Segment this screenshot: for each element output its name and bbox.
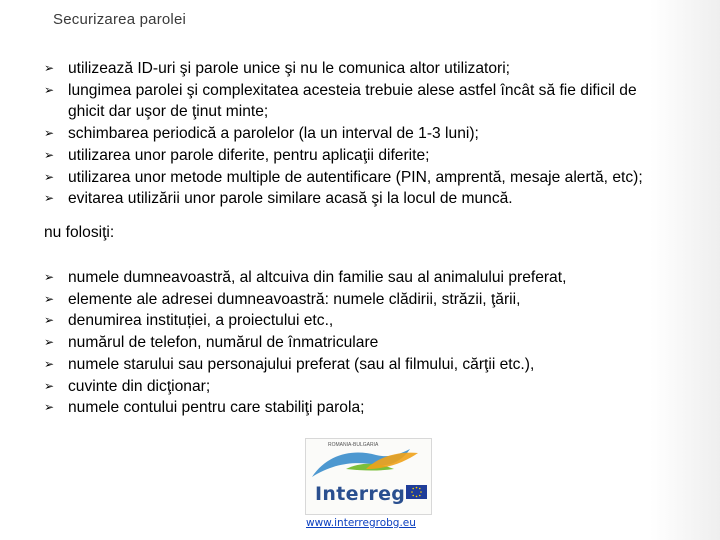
- list-item: [44, 80, 674, 123]
- list-item: [44, 123, 674, 145]
- arrow-bullet-icon: ➢: [44, 270, 55, 284]
- list-item-text: utilizează ID-uri şi parole unice şi nu le comunica altor utilizatori;: [68, 60, 511, 77]
- eu-flag-icon: [406, 485, 427, 499]
- arrow-bullet-icon: ➢: [44, 335, 55, 350]
- logo-name: Interreg: [315, 483, 406, 505]
- list-item-text: evitarea utilizării unor parole similare acasă şi la locul de muncă.: [68, 190, 513, 208]
- arrow-bullet-icon: ➢: [44, 291, 55, 306]
- list-item: [44, 376, 674, 398]
- list-item: [44, 397, 674, 419]
- list-item: [44, 145, 674, 167]
- list-item-text: cuvinte din dicţionar;: [68, 377, 211, 395]
- list-item-text: denumirea instituției, a proiectului etc.,: [68, 312, 334, 330]
- arrow-bullet-icon: ➢: [44, 126, 55, 141]
- arrow-bullet-icon: ➢: [44, 400, 55, 415]
- slide-title: Securizarea parolei: [53, 11, 187, 28]
- list-item: [44, 167, 674, 189]
- list-item-text: numele dumneavoastră, al altcuiva din familie sau al animalului preferat,: [68, 269, 567, 286]
- arrow-bullet-icon: ➢: [44, 147, 55, 162]
- list-item: [44, 289, 674, 311]
- avoid-list: [44, 267, 674, 419]
- list-item-text: numele starului sau personajului preferat (sau al filmului, cărţii etc.),: [68, 355, 535, 373]
- arrow-bullet-icon: ➢: [44, 82, 55, 97]
- arrow-bullet-icon: ➢: [44, 61, 55, 75]
- website-link[interactable]: www.interregrobg.eu: [306, 517, 416, 529]
- interreg-logo: [305, 438, 432, 515]
- list-item-text: elemente ale adresei dumneavoastră: numele clădirii, străzii, ţării,: [68, 290, 521, 308]
- list-item: [44, 58, 674, 80]
- do-not-use-heading: nu folosiţi:: [44, 224, 115, 241]
- list-item-text: numărul de telefon, numărul de înmatriculare: [68, 334, 379, 352]
- arrow-bullet-icon: ➢: [44, 378, 55, 393]
- arrow-bullet-icon: ➢: [44, 191, 55, 206]
- list-item-text: utilizarea unor metode multiple de autentificare (PIN, amprentă, mesaje alertă, etc);: [68, 168, 643, 186]
- arrow-bullet-icon: ➢: [44, 356, 55, 371]
- list-item-text: schimbarea periodică a parolelor (la un interval de 1-3 luni);: [68, 125, 479, 143]
- logo-tagline: ROMANIA-BULGARIA: [328, 442, 379, 448]
- list-item: [44, 188, 674, 210]
- security-practices-list: [44, 58, 674, 210]
- list-item: [44, 354, 674, 376]
- arrow-bullet-icon: ➢: [44, 169, 55, 184]
- arrow-bullet-icon: ➢: [44, 313, 55, 328]
- list-item: [44, 310, 674, 332]
- list-item-text: numele contului pentru care stabiliţi parola;: [68, 399, 365, 417]
- list-item: [44, 267, 674, 289]
- list-item-text: utilizarea unor parole diferite, pentru aplicaţii diferite;: [68, 146, 430, 164]
- list-item: [44, 332, 674, 354]
- list-item-text: lungimea parolei şi complexitatea acesteia trebuie alese astfel încât să fie dificil de ghicit dar uşor de ţinut minte;: [68, 81, 637, 121]
